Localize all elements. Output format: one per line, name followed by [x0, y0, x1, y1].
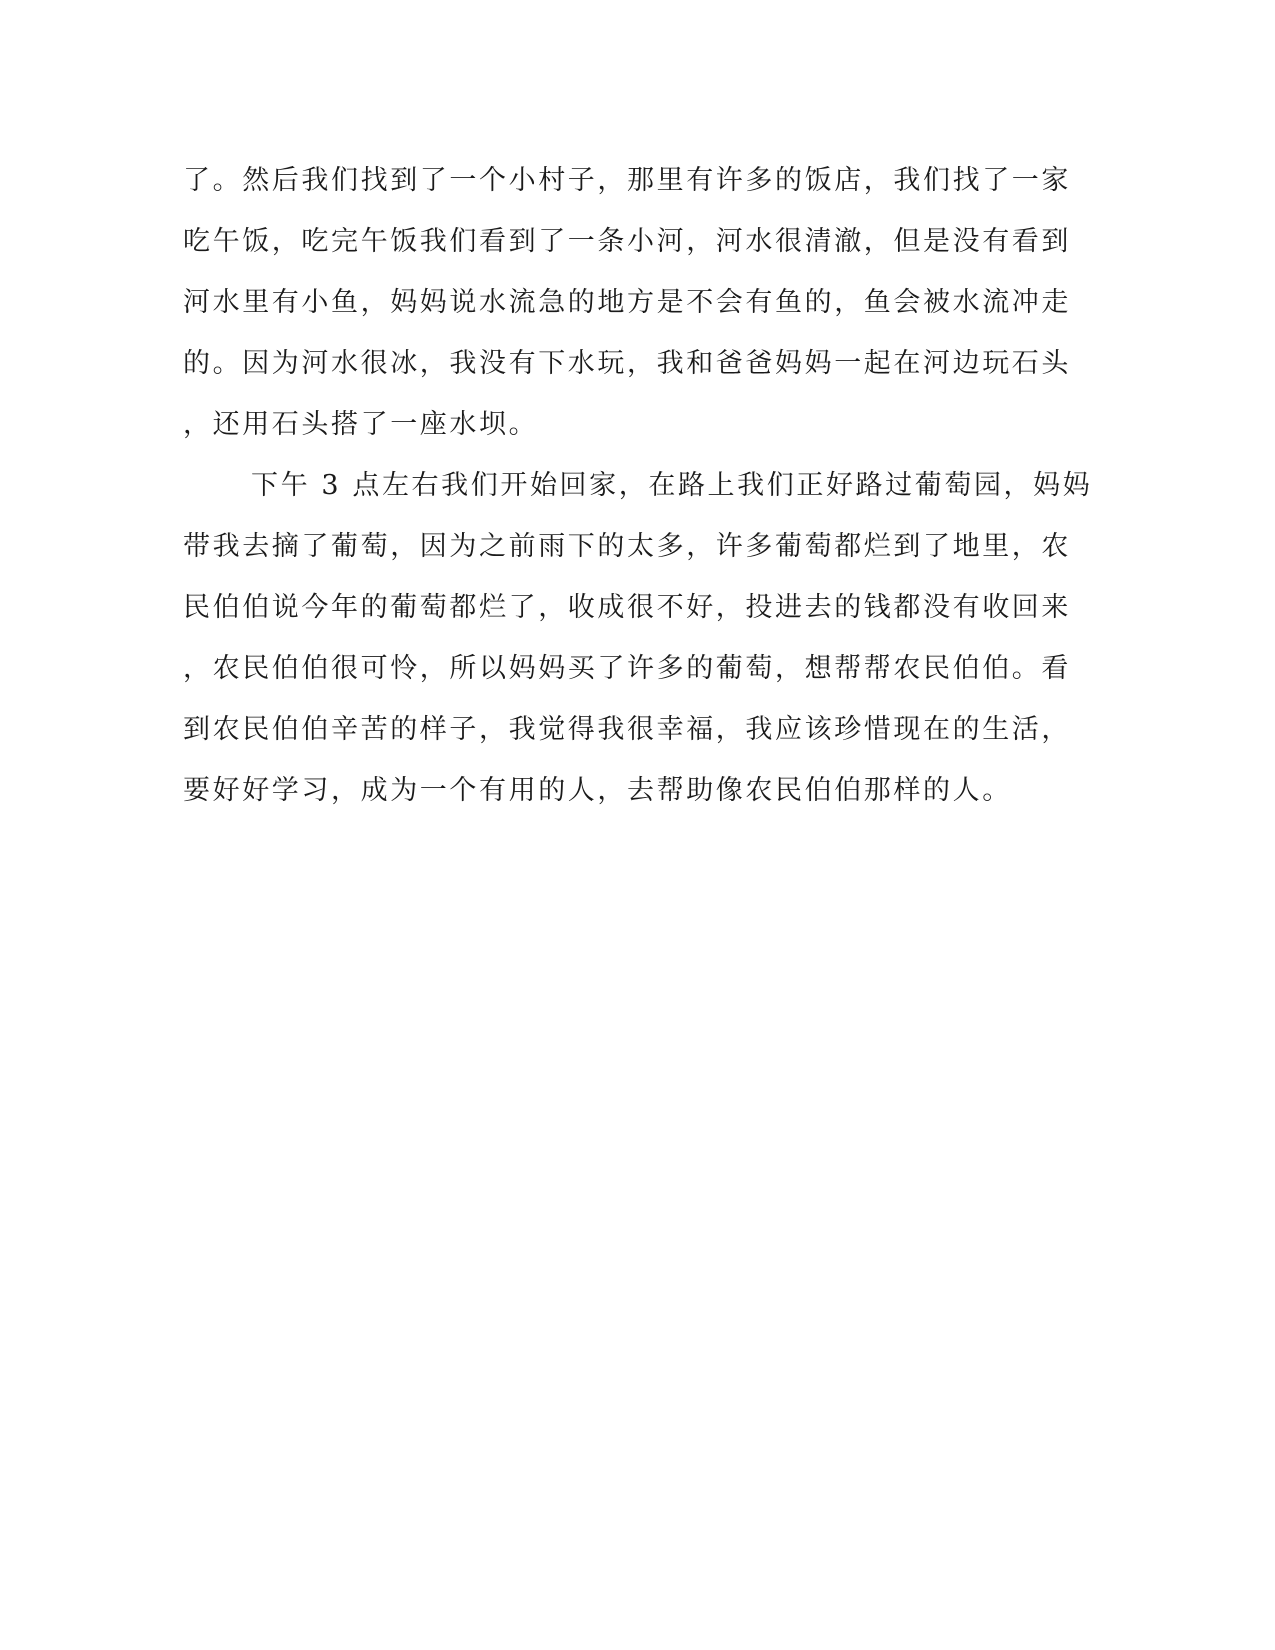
- text-line: 河水里有小鱼，妈妈说水流急的地方是不会有鱼的，鱼会被水流冲走: [183, 287, 1071, 318]
- paragraph-2: [183, 463, 1093, 829]
- text-line: 到农民伯伯辛苦的样子，我觉得我很幸福，我应该珍惜现在的生活，: [183, 714, 1071, 745]
- text-line: 的。因为河水很冰，我没有下水玩，我和爸爸妈妈一起在河边玩石头: [183, 348, 1071, 379]
- body-text: [183, 158, 1093, 829]
- text-line: 带我去摘了葡萄，因为之前雨下的太多，许多葡萄都烂到了地里，农: [183, 531, 1071, 562]
- paragraph-1: [183, 158, 1071, 463]
- text-line: 吃午饭，吃完午饭我们看到了一条小河，河水很清澈，但是没有看到: [183, 226, 1071, 257]
- text-line: 要好好学习，成为一个有用的人，去帮助像农民伯伯那样的人。: [183, 775, 1012, 806]
- text-line: ，还用石头搭了一座水坝。: [183, 409, 539, 440]
- text-line: 了。然后我们找到了一个小村子，那里有许多的饭店，我们找了一家: [183, 165, 1071, 196]
- text-line: 民伯伯说今年的葡萄都烂了，收成很不好，投进去的钱都没有收回来: [183, 592, 1071, 623]
- text-line: ，农民伯伯很可怜，所以妈妈买了许多的葡萄，想帮帮农民伯伯。看: [183, 653, 1071, 684]
- text-line: 下午 3 点左右我们开始回家，在路上我们正好路过葡萄园，妈妈: [251, 470, 1093, 501]
